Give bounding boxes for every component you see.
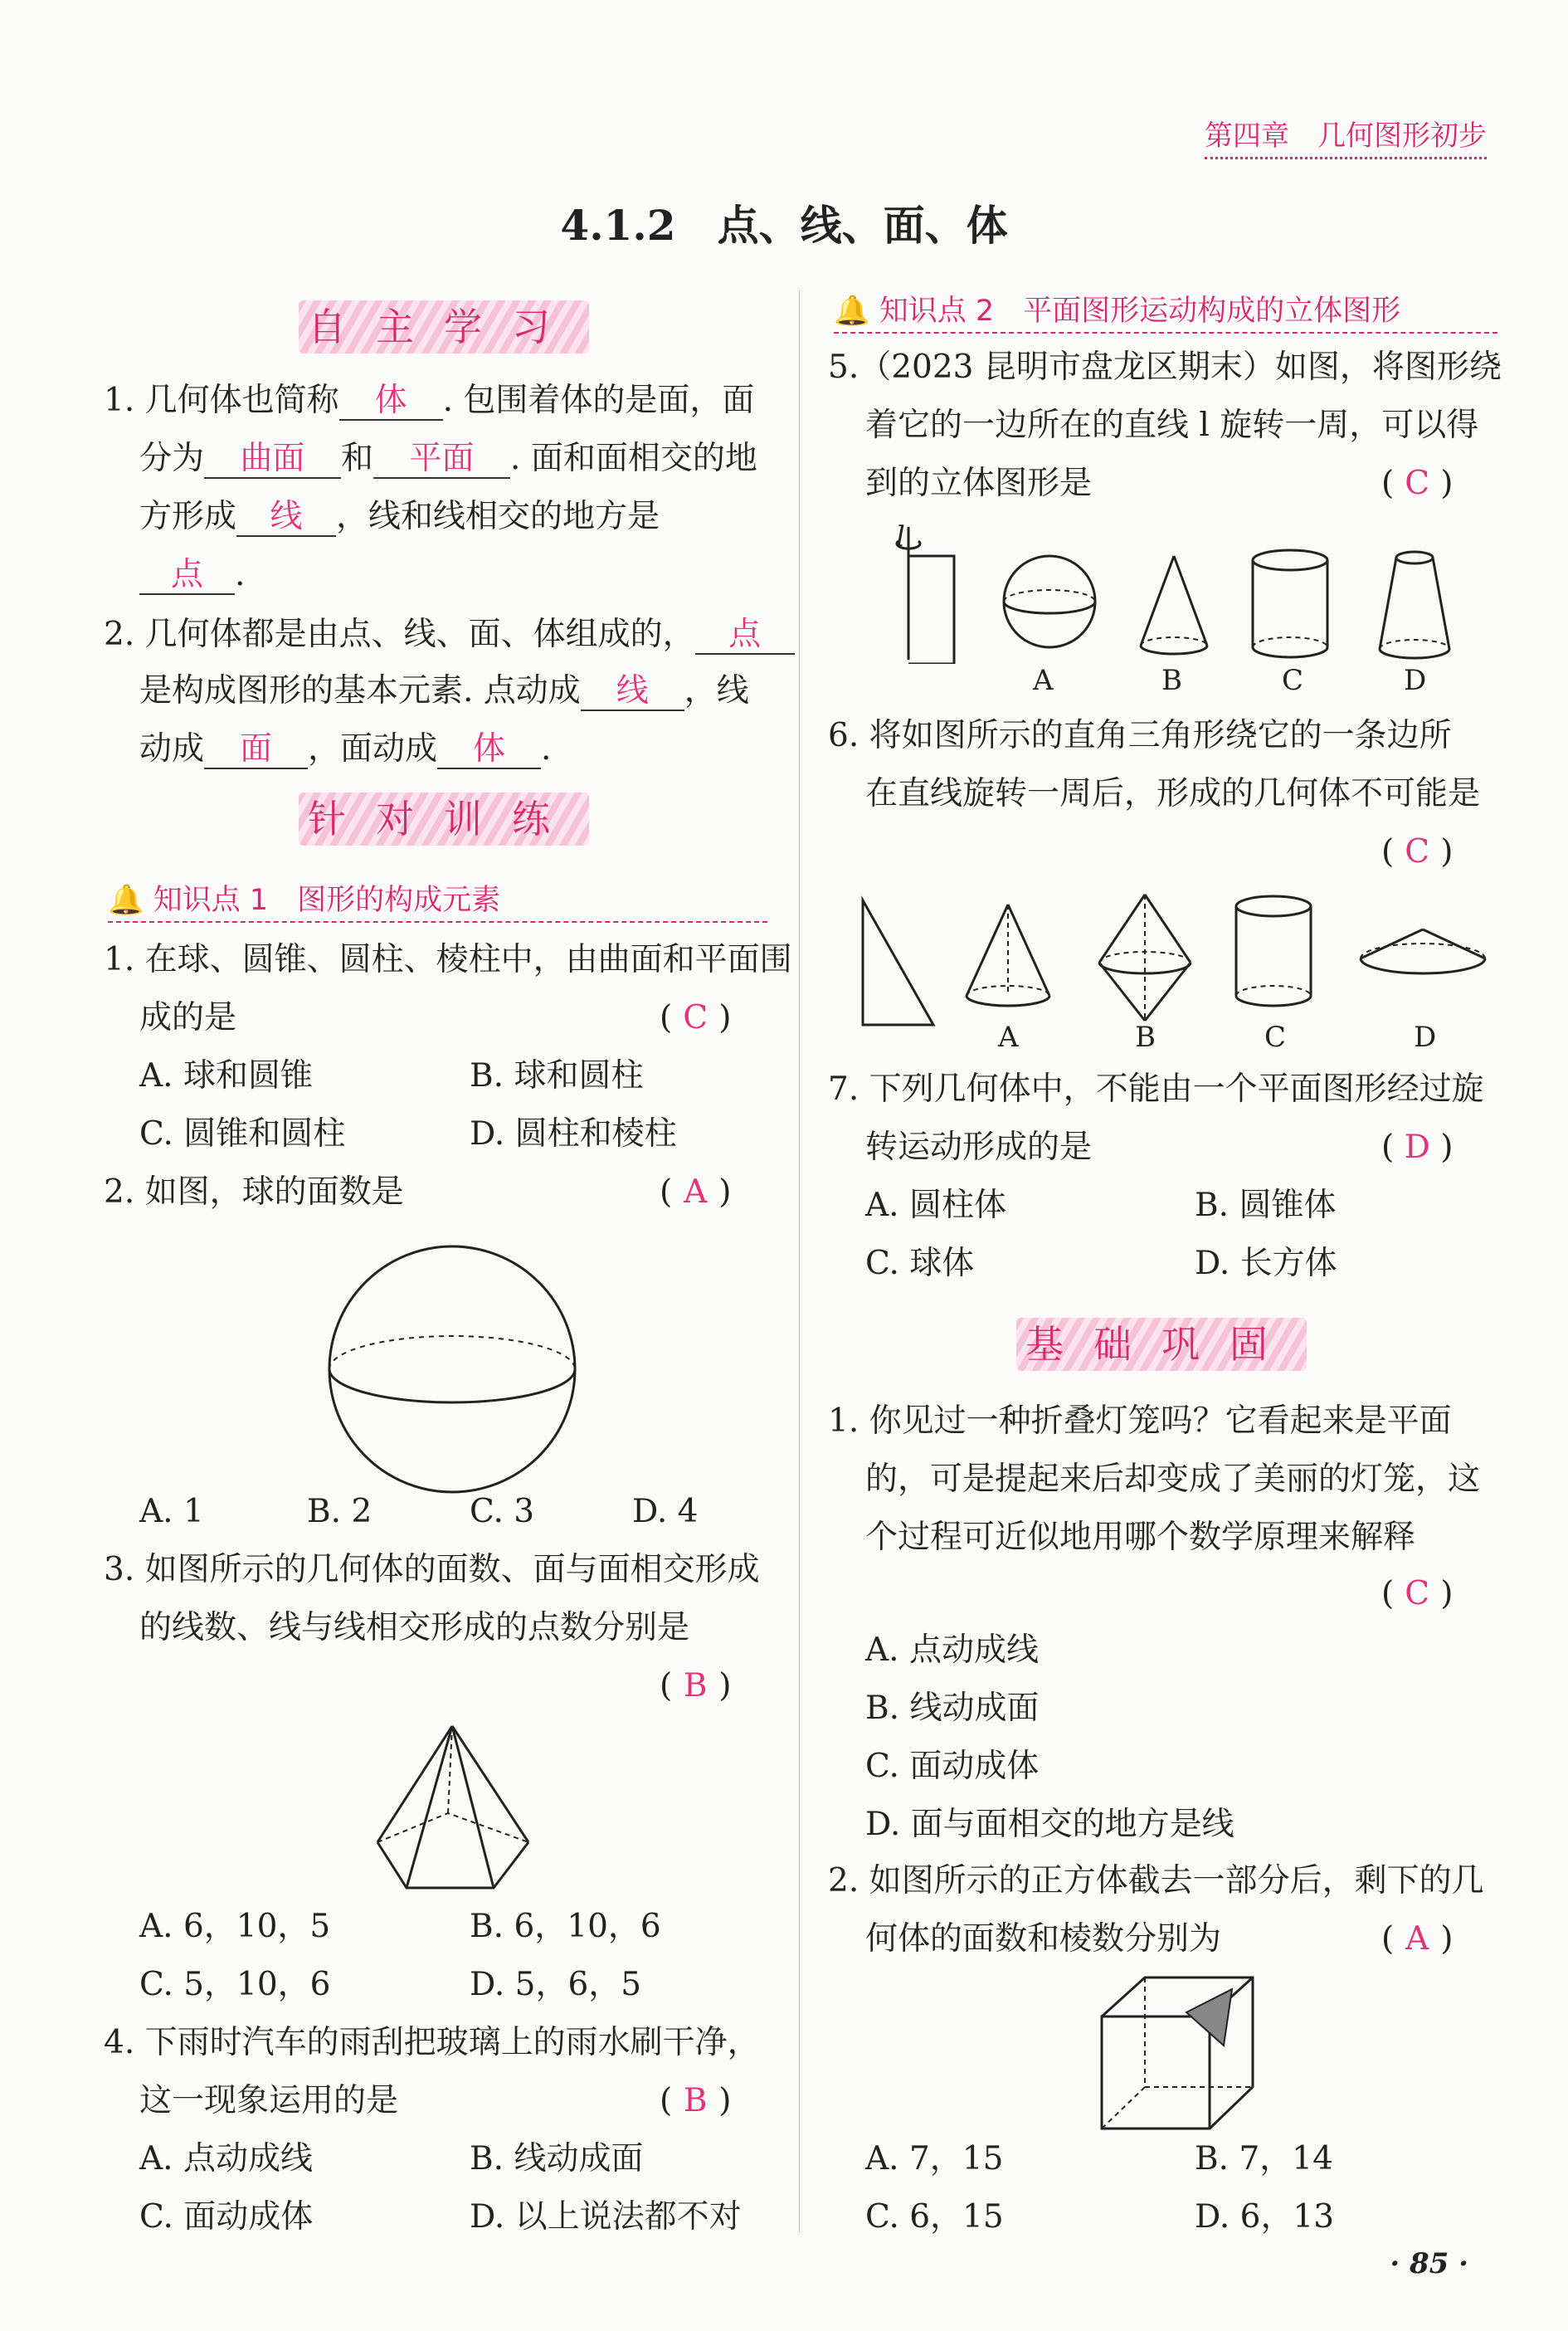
option: B. 圆锥体 xyxy=(1195,1187,1337,1224)
blank: 体 xyxy=(437,731,541,769)
q5-figures xyxy=(892,523,1473,664)
column-divider xyxy=(799,290,800,2232)
pentagonal-pyramid-figure xyxy=(369,1722,535,1896)
kp2-underline xyxy=(834,332,1497,334)
section-banner-consolidation: 基础巩固 xyxy=(1016,1318,1307,1371)
page-title: 4.1.2 点、线、面、体 xyxy=(560,201,1008,250)
blank: 点 xyxy=(139,557,235,595)
option: D. 4 xyxy=(632,1493,699,1530)
section-banner-targeted: 针对训练 xyxy=(299,792,589,846)
consolidation-q2-line1: 2. 如图所示的正方体截去一部分后，剩下的几 xyxy=(828,1862,1484,1899)
option: D. 6，13 xyxy=(1195,2198,1335,2236)
option: D. 长方体 xyxy=(1195,1245,1337,1282)
option: B. 2 xyxy=(307,1493,373,1530)
self-study-q1-line3: 方形成 线 ，线和线相交的地方是 xyxy=(139,498,660,535)
targeted-q7-line2: 转运动形成的是 xyxy=(865,1129,1093,1166)
answer-bracket: ( C ) xyxy=(1381,465,1454,502)
blank: 平面 xyxy=(373,441,510,479)
option: C. 圆锥和圆柱 xyxy=(139,1115,346,1153)
option: B. 球和圆柱 xyxy=(470,1057,644,1095)
targeted-q5-line2: 着它的一边所在的直线 l 旋转一周，可以得 xyxy=(865,407,1479,444)
figure-label: A xyxy=(998,1021,1019,1054)
option: D. 圆柱和棱柱 xyxy=(470,1115,677,1153)
option: A. 圆柱体 xyxy=(865,1187,1006,1224)
targeted-q5-line3: 到的立体图形是 xyxy=(865,465,1093,502)
self-study-q2-line2: 是构成图形的基本元素. 点动成 线 ，线 xyxy=(139,672,749,710)
figure-label: C xyxy=(1282,664,1304,697)
answer-bracket: ( A ) xyxy=(1381,1920,1454,1958)
option: C. 面动成体 xyxy=(865,1748,1040,1785)
bell-icon: 🔔 xyxy=(834,295,870,328)
targeted-q3-line1: 3. 如图所示的几何体的面数、面与面相交形成 xyxy=(104,1551,760,1588)
bell-icon: 🔔 xyxy=(108,884,144,917)
consolidation-q1-line3: 个过程可近似地用哪个数学原理来解释 xyxy=(865,1519,1416,1556)
answer-bracket: ( B ) xyxy=(660,2082,732,2119)
option: A. 1 xyxy=(139,1493,204,1530)
figure-label: B xyxy=(1161,664,1182,697)
section-banner-self-study: 自主学习 xyxy=(299,300,589,354)
targeted-q7-line1: 7. 下列几何体中，不能由一个平面图形经过旋 xyxy=(828,1070,1484,1108)
targeted-q2-line1: 2. 如图，球的面数是 xyxy=(104,1173,404,1211)
option: C. 球体 xyxy=(865,1245,975,1282)
blank: 线 xyxy=(236,499,336,537)
self-study-q2-line1: 2. 几何体都是由点、线、面、体组成的， 点 xyxy=(104,612,795,657)
kp1-underline xyxy=(108,921,767,923)
self-study-q2-line3: 动成 面 ，面动成 体 . xyxy=(139,730,552,768)
option: A. 7，15 xyxy=(865,2140,1004,2177)
targeted-q4-line2: 这一现象运用的是 xyxy=(139,2082,399,2119)
consolidation-q2-line2: 何体的面数和棱数分别为 xyxy=(865,1920,1222,1958)
knowledge-point-2: 🔔 知识点 2 平面图形运动构成的立体图形 xyxy=(834,295,1401,328)
figure-label: B xyxy=(1135,1021,1156,1054)
consolidation-q1-line2: 的，可是提起来后却变成了美丽的灯笼，这 xyxy=(865,1461,1481,1498)
option: B. 7，14 xyxy=(1195,2140,1333,2177)
blank: 线 xyxy=(581,673,684,711)
blank: 曲面 xyxy=(204,441,341,479)
targeted-q5-line1: 5.（2023 昆明市盘龙区期末）如图，将图形绕 xyxy=(828,349,1502,386)
q6-figures xyxy=(855,888,1493,1029)
option: D. 面与面相交的地方是线 xyxy=(865,1806,1234,1843)
answer-bracket: ( C ) xyxy=(660,999,732,1036)
targeted-q3-line2: 的线数、线与线相交形成的点数分别是 xyxy=(139,1609,690,1646)
option: C. 5，10，6 xyxy=(139,1966,331,2003)
figure-label: D xyxy=(1404,664,1427,697)
blank: 点 xyxy=(695,617,795,655)
option: A. 点动成线 xyxy=(865,1631,1039,1669)
figure-label: D xyxy=(1414,1021,1437,1054)
option: A. 球和圆锥 xyxy=(139,1057,313,1095)
chapter-header: 第四章 几何图形初步 xyxy=(1205,113,1487,159)
targeted-q6-line2: 在直线旋转一周后，形成的几何体不可能是 xyxy=(865,775,1481,812)
targeted-q1-line1: 1. 在球、圆锥、圆柱、棱柱中，由曲面和平面围 xyxy=(104,941,792,978)
option: C. 3 xyxy=(470,1493,535,1530)
self-study-q1-line2: 分为 曲面 和 平面 . 面和面相交的地 xyxy=(139,440,757,477)
option: B. 6，10，6 xyxy=(470,1908,661,1945)
option: B. 线动成面 xyxy=(865,1690,1040,1727)
figure-label: C xyxy=(1264,1021,1287,1054)
option: A. 6，10，5 xyxy=(139,1908,331,1945)
answer-bracket: ( C ) xyxy=(1381,833,1454,870)
truncated-cube-figure xyxy=(1095,1971,1261,2137)
answer-bracket: ( D ) xyxy=(1381,1129,1454,1166)
answer-bracket: ( A ) xyxy=(660,1173,732,1211)
option: C. 6，15 xyxy=(865,2198,1004,2236)
blank: 面 xyxy=(204,731,308,769)
answer-bracket: ( B ) xyxy=(660,1667,732,1704)
consolidation-q1-line1: 1. 你见过一种折叠灯笼吗？它看起来是平面 xyxy=(828,1402,1452,1440)
figure-label: A xyxy=(1033,664,1054,697)
axis-label: l xyxy=(896,520,905,553)
targeted-q6-line1: 6. 将如图所示的直角三角形绕它的一条边所 xyxy=(828,717,1452,754)
option: A. 点动成线 xyxy=(139,2140,313,2177)
sphere-figure xyxy=(324,1241,581,1498)
self-study-q1-line4: 点 . xyxy=(139,553,245,597)
answer-bracket: ( C ) xyxy=(1381,1575,1454,1612)
option: C. 面动成体 xyxy=(139,2198,314,2236)
targeted-q4-line1: 4. 下雨时汽车的雨刮把玻璃上的雨水刷干净， xyxy=(104,2024,760,2061)
blank: 体 xyxy=(339,383,443,421)
knowledge-point-1: 🔔 知识点 1 图形的构成元素 xyxy=(108,884,501,917)
option: B. 线动成面 xyxy=(470,2140,644,2177)
option: D. 以上说法都不对 xyxy=(470,2198,742,2236)
page-number: · 85 · xyxy=(1390,2247,1468,2280)
self-study-q1-line1: 1. 几何体也简称 体 . 包围着体的是面，面 xyxy=(104,382,755,419)
targeted-q1-line2: 成的是 xyxy=(139,999,237,1036)
option: D. 5，6，5 xyxy=(470,1966,642,2003)
